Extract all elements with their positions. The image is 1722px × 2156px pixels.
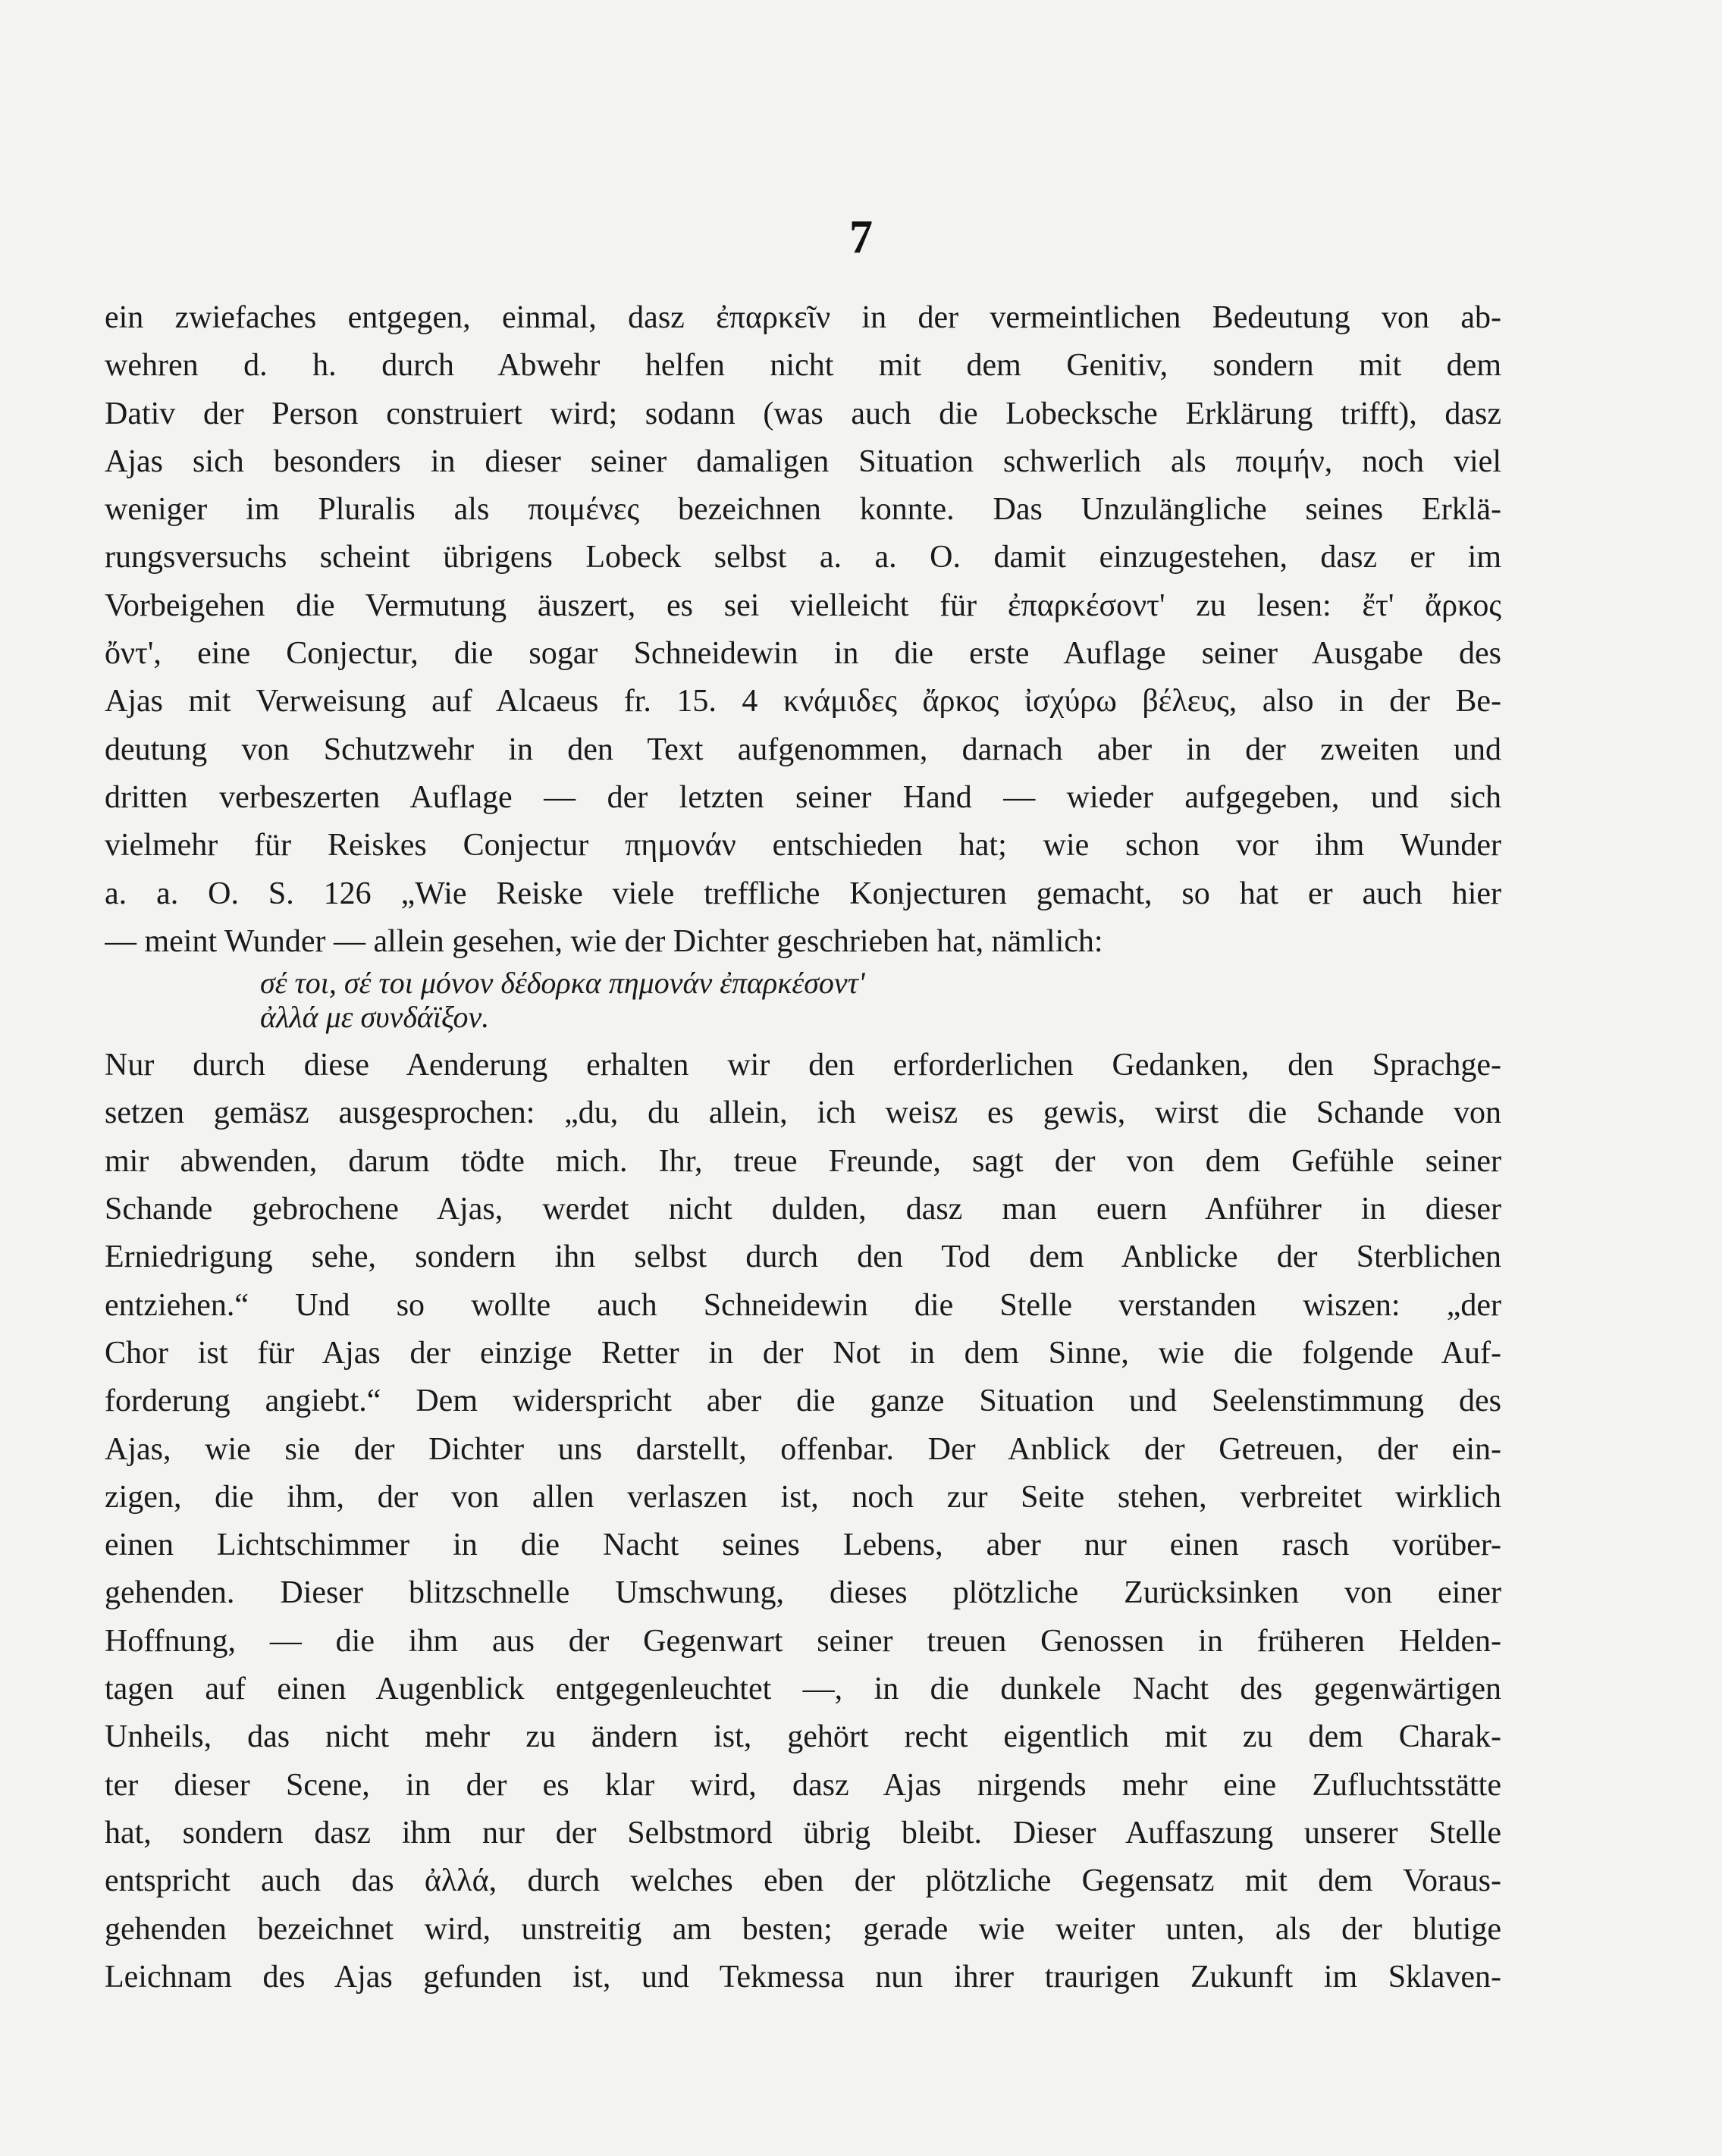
verse-line: ἀλλά με συνδάϊξον.: [260, 1000, 490, 1035]
text-line: Erniedrigung sehe, sondern ihn selbst durch den Tod dem Anblicke der Sterblichen: [105, 1239, 1501, 1275]
body-text: [105, 294, 1501, 2001]
text-line: gehenden bezeichnet wird, unstreitig am besten; gerade wie weiter unten, als der blutige: [105, 1911, 1501, 1947]
text-line: ein zwiefaches entgegen, einmal, dasz ἐπαρκεῖν in der vermeintlichen Bedeutung von ab-: [105, 300, 1501, 335]
text-line: Schande gebrochene Ajas, werdet nicht dulden, dasz man euern Anführer in dieser: [105, 1192, 1501, 1227]
text-line: entziehen.“ Und so wollte auch Schneidewin die Stelle verstanden wiszen: „der: [105, 1287, 1501, 1323]
text-line: Nur durch diese Aenderung erhalten wir den erforderlichen Gedanken, den Sprachge-: [105, 1048, 1501, 1083]
text-line: Dativ der Person construiert wird; sodann (was auch die Lobecksche Erklärung trifft), dasz: [105, 396, 1501, 431]
text-line: rungsversuchs scheint übrigens Lobeck selbst a. a. O. damit einzugestehen, dasz er im: [105, 540, 1501, 575]
text-line: Ajas mit Verweisung auf Alcaeus fr. 15. 4 κνάμιδες ἄρκος ἰσχύρω βέλευς, also in der Be-: [105, 684, 1501, 719]
text-line: mir abwenden, darum tödte mich. Ihr, treue Freunde, sagt der von dem Gefühle seiner: [105, 1143, 1501, 1179]
text-line: vielmehr für Reiskes Conjectur πημονάν entschieden hat; wie schon vor ihm Wunder: [105, 828, 1501, 863]
text-line: — meint Wunder — allein gesehen, wie der Dichter geschrieben hat, nämlich:: [105, 923, 1103, 959]
text-line: Ajas sich besonders in dieser seiner damaligen Situation schwerlich als ποιμήν, noch viel: [105, 443, 1501, 479]
text-line: ὄντ', eine Conjectur, die sogar Schneidewin in die erste Auflage seiner Ausgabe des: [105, 636, 1501, 672]
text-line: forderung angiebt.“ Dem widerspricht aber die ganze Situation und Seelenstimmung des: [105, 1384, 1501, 1419]
text-line: Vorbeigehen die Vermutung äuszert, es sei vielleicht für ἐπαρκέσοντ' zu lesen: ἔτ' ἄρκος: [105, 588, 1501, 623]
text-line: Chor ist für Ajas der einzige Retter in der Not in dem Sinne, wie die folgende Auf-: [105, 1335, 1501, 1371]
text-line: zigen, die ihm, der von allen verlaszen ist, noch zur Seite stehen, verbreitet wirklich: [105, 1479, 1501, 1515]
text-line: a. a. O. S. 126 „Wie Reiske viele treffliche Konjecturen gemacht, so hat er auch hier: [105, 876, 1501, 911]
text-line: Hoffnung, — die ihm aus der Gegenwart seiner treuen Genossen in früheren Helden-: [105, 1623, 1501, 1659]
text-line: tagen auf einen Augenblick entgegenleuchtet —, in die dunkele Nacht des gegenwärtigen: [105, 1672, 1501, 1707]
text-line: deutung von Schutzwehr in den Text aufgenommen, darnach aber in der zweiten und: [105, 732, 1501, 767]
text-line: weniger im Pluralis als ποιμένες bezeichnen konnte. Das Unzulängliche seines Erklä-: [105, 492, 1501, 528]
text-line: einen Lichtschimmer in die Nacht seines Lebens, aber nur einen rasch vorüber-: [105, 1528, 1501, 1563]
verse-line: σέ τοι, σέ τοι μόνον δέδορκα πημονάν ἐπαρκέσοντ': [260, 966, 865, 1001]
text-line: entspricht auch das ἀλλά, durch welches eben der plötzliche Gegensatz mit dem Voraus-: [105, 1863, 1501, 1899]
text-line: Ajas, wie sie der Dichter uns darstellt, offenbar. Der Anblick der Getreuen, der ein-: [105, 1431, 1501, 1467]
text-line: dritten verbeszerten Auflage — der letzten seiner Hand — wieder aufgegeben, und sich: [105, 779, 1501, 815]
text-line: setzen gemäsz ausgesprochen: „du, du allein, ich weisz es gewis, wirst die Schande von: [105, 1095, 1501, 1131]
text-line: Leichnam des Ajas gefunden ist, und Tekmessa nun ihrer traurigen Zukunft im Sklaven-: [105, 1959, 1501, 1995]
text-line: hat, sondern dasz ihm nur der Selbstmord übrig bleibt. Dieser Auffaszung unserer Stelle: [105, 1815, 1501, 1850]
text-line: wehren d. h. durch Abwehr helfen nicht mit dem Genitiv, sondern mit dem: [105, 348, 1501, 384]
verse-gap: [105, 1034, 1501, 1042]
text-line: ter dieser Scene, in der es klar wird, dasz Ajas nirgends mehr eine Zufluchtsstätte: [105, 1767, 1501, 1803]
page-number: 7: [849, 212, 873, 263]
text-line: Unheils, das nicht mehr zu ändern ist, gehört recht eigentlich mit zu dem Charak-: [105, 1719, 1501, 1755]
text-line: gehenden. Dieser blitzschnelle Umschwung, dieses plötzliche Zurücksinken von einer: [105, 1575, 1501, 1611]
